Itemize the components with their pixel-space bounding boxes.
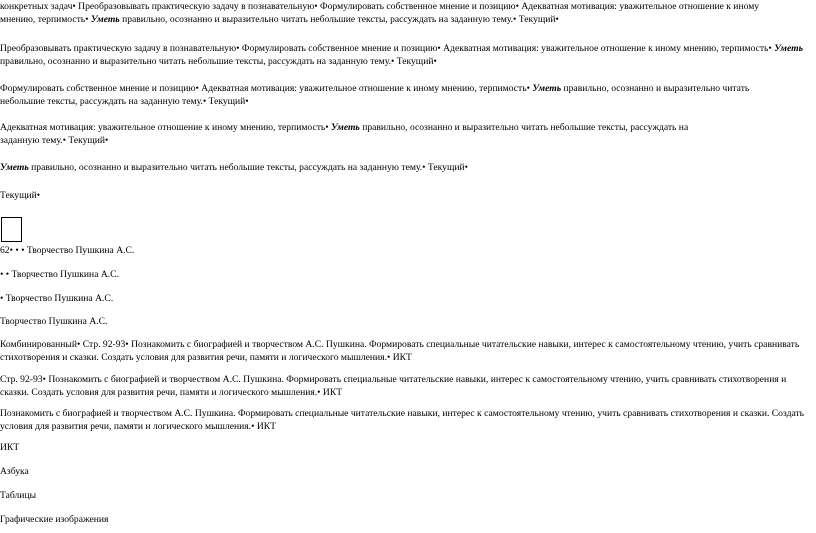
bold-term: Уметь [0, 162, 29, 173]
text-paragraph [0, 121, 690, 147]
text-run: Азбука [0, 466, 29, 477]
text-run: правильно, осознанно и выразительно читать небольшие тексты, рассуждать на заданную тему.• Текущий• [31, 162, 468, 173]
text-run: Комбинированный• Стр. 92-93• Познакомить с биографией и творчеством А.С. Пушкина. Формировать специальные читательские навыки, интерес к самостоятельному чтению, учить сравнивать стихотворения и сказки. Создать условия для развития речи, памяти и логического мышления.• ИКТ [0, 339, 800, 363]
text-paragraph [0, 315, 808, 328]
bold-term: Уметь [532, 83, 562, 94]
text-run: ИКТ [0, 442, 20, 453]
text-run: правильно, осознанно и выразительно читать небольшие тексты, рассуждать на заданную тему.• Текущий• [0, 122, 689, 146]
text-paragraph [0, 513, 808, 526]
text-paragraph [0, 42, 808, 68]
bold-term: Уметь [331, 122, 360, 133]
text-run: Адекватная мотивация: уважительное отношение к иному мнению, терпимость• [0, 122, 329, 133]
text-run: Таблицы [0, 490, 37, 501]
text-paragraph [0, 489, 808, 502]
empty-table-cell [1, 217, 22, 242]
text-run: Стр. 92-93• Познакомить с биографией и творчеством А.С. Пушкина. Формировать специальные читательские навыки, интерес к самостоятельному чтению, учить сравнивать стихотворения и сказки. Создать условия для развития речи, памяти и логического мышления.• ИКТ [0, 374, 787, 398]
text-paragraph [0, 0, 790, 26]
text-run: • • Творчество Пушкина А.С. [0, 269, 119, 280]
text-paragraph [0, 407, 808, 433]
text-paragraph [0, 338, 808, 364]
text-run: • Творчество Пушкина А.С. [0, 293, 114, 304]
text-paragraph [0, 465, 808, 478]
text-run: Познакомить с биографией и творчеством А.С. Пушкина. Формировать специальные читательские навыки, интерес к самостоятельному чтению, учить сравнивать стихотворения и сказки. Создать условия для развития речи, памяти и логического мышления.• ИКТ [0, 408, 805, 432]
text-run: правильно, осознанно и выразительно читать небольшие тексты, рассуждать на заданную тему.• Текущий• [0, 83, 750, 107]
lesson-number-line [0, 244, 808, 257]
text-paragraph [0, 82, 790, 108]
text-run: Текущий• [0, 190, 41, 201]
text-paragraph [0, 189, 808, 202]
text-run: Преобразовывать практическую задачу в познавательную• Формулировать собственное мнение и позицию• Адекватная мотивация: уважительное отношение к иному мнению, терпимость• [0, 43, 772, 54]
bold-term: Уметь [90, 14, 120, 25]
text-run: Творчество Пушкина А.С. [0, 316, 108, 327]
text-run: Формулировать собственное мнение и позицию• Адекватная мотивация: уважительное отношение к иному мнению, терпимость• [0, 83, 530, 94]
text-paragraph [0, 161, 808, 174]
text-paragraph [0, 441, 808, 454]
text-run: конкретных задач• Преобразовывать практическую задачу в познавательную• Формулировать собственное мнение и позицию• Адекватная мотивация: уважительное отношение к иному мнению, терпимость• [0, 1, 760, 25]
text-run: 62• • • Творчество Пушкина А.С. [0, 245, 135, 256]
text-run: Графические изображения [0, 514, 109, 525]
text-paragraph [0, 268, 808, 281]
text-run: правильно, осознанно и выразительно читать небольшие тексты, рассуждать на заданную тему.• Текущий• [122, 14, 559, 25]
text-paragraph [0, 292, 808, 305]
bold-term: Уметь [774, 43, 803, 54]
text-run: правильно, осознанно и выразительно читать небольшие тексты, рассуждать на заданную тему.• Текущий• [0, 56, 437, 67]
text-paragraph [0, 373, 808, 399]
